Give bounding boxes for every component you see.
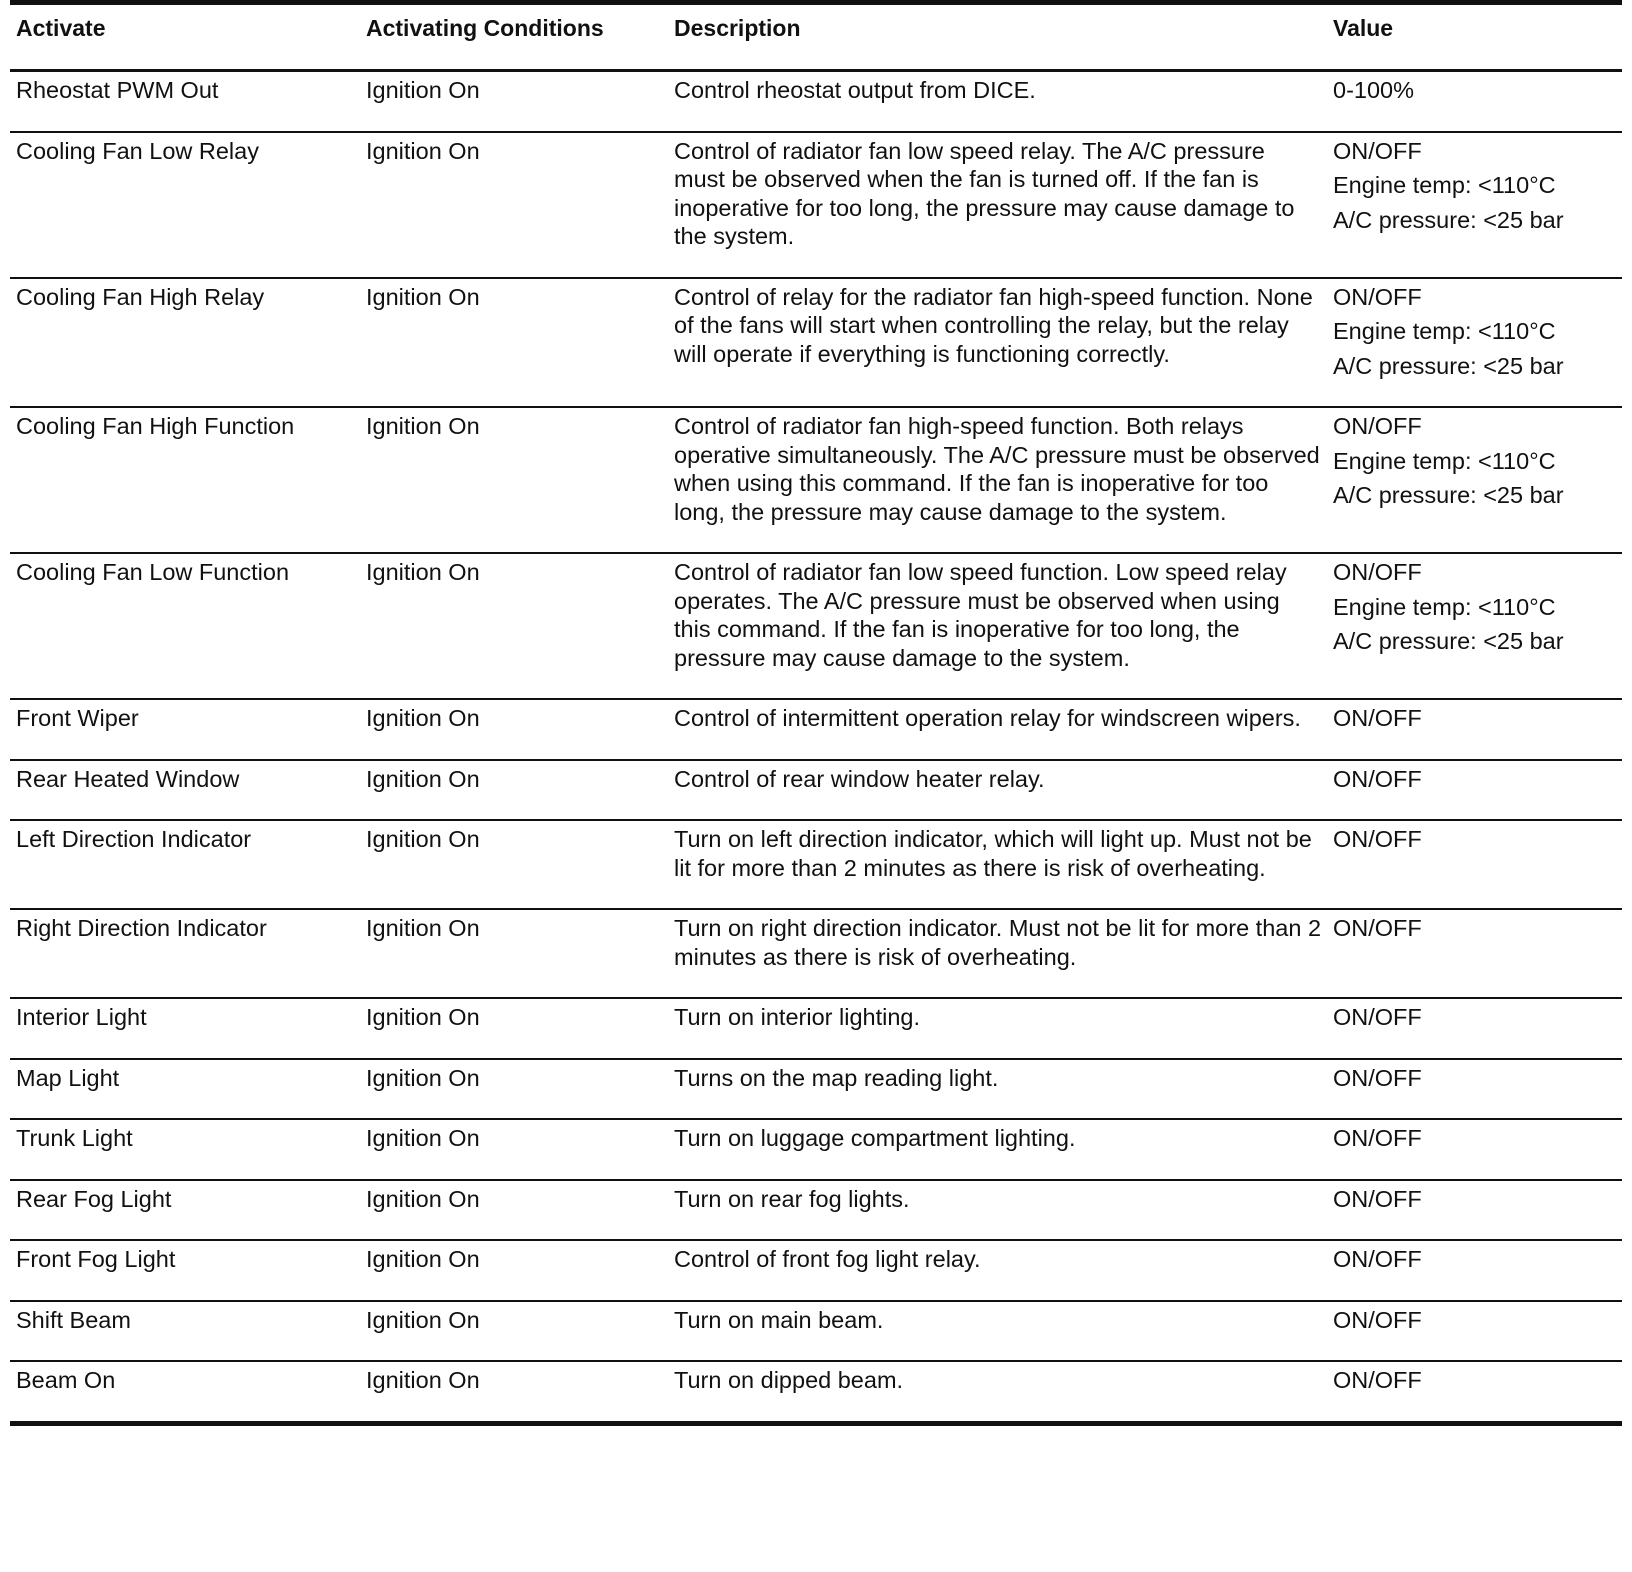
value-line: ON/OFF [1333, 826, 1422, 852]
value-line: ON/OFF [1333, 1064, 1422, 1091]
condition-cell: Ignition On [366, 915, 480, 941]
value-cell [1327, 909, 1622, 998]
description-cell: Turn on main beam. [674, 1306, 884, 1333]
activation-table-sheet [10, 0, 1622, 1426]
value-line: A/C pressure: <25 bar [1333, 206, 1564, 233]
condition-cell: Ignition On [366, 705, 480, 731]
table-row [10, 699, 1622, 760]
activate-cell: Interior Light [16, 1004, 147, 1030]
activate-cell: Cooling Fan Low Relay [16, 137, 259, 164]
value-line: ON/OFF [1333, 283, 1422, 310]
activate-cell: Right Direction Indicator [16, 915, 267, 941]
condition-cell: Ignition On [366, 1064, 480, 1091]
value-cell [1327, 820, 1622, 909]
condition-cell: Ignition On [366, 765, 480, 792]
description-cell: Control of radiator fan low speed function. Low speed relay operates. The A/C pressure must be observed when using this command. If the fan is inoperative for too long, the pressure may cause damage to the system. [674, 559, 1287, 671]
value-line: ON/OFF [1333, 137, 1422, 164]
value-line: ON/OFF [1333, 1004, 1422, 1030]
table-row [10, 820, 1622, 909]
description-cell: Control of relay for the radiator fan high-speed function. None of the fans will start when controlling the relay, but the relay will operate if everything is functioning correctly. [674, 283, 1313, 367]
table-row [10, 909, 1622, 998]
value-cell [1327, 998, 1622, 1059]
value-cell [1327, 407, 1622, 553]
description-cell: Turns on the map reading light. [674, 1064, 999, 1091]
value-cell [1327, 1301, 1622, 1362]
table-row [10, 1361, 1622, 1423]
value-line: ON/OFF [1333, 915, 1422, 941]
description-cell: Turn on rear fog lights. [674, 1185, 910, 1212]
table-row [10, 132, 1622, 278]
table-row [10, 998, 1622, 1059]
description-cell: Control of intermittent operation relay for windscreen wipers. [674, 705, 1301, 731]
value-cell [1327, 553, 1622, 699]
activate-cell: Left Direction Indicator [16, 826, 252, 852]
activate-cell: Map Light [16, 1064, 120, 1091]
value-cell [1327, 760, 1622, 821]
activation-table [10, 0, 1622, 1426]
value-line: A/C pressure: <25 bar [1333, 352, 1564, 379]
value-line: ON/OFF [1333, 1246, 1422, 1272]
description-cell: Turn on right direction indicator. Must not be lit for more than 2 minutes as there is risk of overheating. [674, 915, 1322, 970]
value-line: Engine temp: <110°C [1333, 318, 1556, 344]
table-row [10, 1059, 1622, 1120]
activate-cell: Trunk Light [16, 1125, 133, 1151]
column-header-activating-conditions: Activating Conditions [366, 15, 604, 41]
table-row [10, 1180, 1622, 1241]
activate-cell: Front Fog Light [16, 1246, 176, 1272]
activate-cell: Cooling Fan High Relay [16, 283, 265, 310]
value-cell [1327, 1119, 1622, 1180]
condition-cell: Ignition On [366, 559, 480, 585]
table-row [10, 407, 1622, 553]
value-cell [1327, 132, 1622, 278]
value-line: ON/OFF [1333, 705, 1422, 731]
condition-cell: Ignition On [366, 137, 480, 164]
table-row [10, 1301, 1622, 1362]
column-header-description: Description [674, 15, 801, 41]
description-cell: Turn on dipped beam. [674, 1367, 904, 1393]
value-cell [1327, 699, 1622, 760]
value-line: ON/OFF [1333, 1367, 1422, 1393]
table-row [10, 278, 1622, 408]
activate-cell: Shift Beam [16, 1306, 131, 1333]
description-cell: Control rheostat output from DICE. [674, 77, 1036, 103]
condition-cell: Ignition On [366, 1306, 480, 1333]
table-row [10, 1119, 1622, 1180]
activate-cell: Rear Heated Window [16, 765, 240, 792]
value-line: ON/OFF [1333, 1306, 1422, 1333]
description-cell: Control of radiator fan high-speed function. Both relays operative simultaneously. The A/C pressure must be observed when using this command. If the fan is inoperative for too long, the pressure may cause damage to the system. [674, 413, 1320, 525]
table-row [10, 71, 1622, 132]
activate-cell: Front Wiper [16, 705, 139, 731]
value-line: A/C pressure: <25 bar [1333, 482, 1564, 508]
activate-cell: Rear Fog Light [16, 1185, 172, 1212]
value-cell [1327, 1240, 1622, 1301]
column-header-value: Value [1333, 15, 1394, 41]
value-line: Engine temp: <110°C [1333, 172, 1556, 198]
value-line: ON/OFF [1333, 1125, 1422, 1151]
value-line: Engine temp: <110°C [1333, 447, 1556, 474]
value-cell [1327, 1059, 1622, 1120]
value-cell [1327, 278, 1622, 408]
table-row [10, 553, 1622, 699]
condition-cell: Ignition On [366, 1246, 480, 1272]
value-cell [1327, 71, 1622, 132]
activate-cell: Rheostat PWM Out [16, 77, 219, 103]
condition-cell: Ignition On [366, 1367, 480, 1393]
value-cell [1327, 1361, 1622, 1423]
value-cell [1327, 1180, 1622, 1241]
value-line: ON/OFF [1333, 765, 1422, 792]
header-row [10, 3, 1622, 71]
condition-cell: Ignition On [366, 826, 480, 852]
value-line: ON/OFF [1333, 413, 1422, 439]
description-cell: Control of rear window heater relay. [674, 765, 1045, 792]
description-cell: Turn on luggage compartment lighting. [674, 1125, 1076, 1151]
condition-cell: Ignition On [366, 1185, 480, 1212]
description-cell: Control of radiator fan low speed relay. The A/C pressure must be observed when the fan is turned off. If the fan is inoperative for too long, the pressure may cause damage to the system. [674, 137, 1295, 249]
value-line: ON/OFF [1333, 1185, 1422, 1212]
value-line: 0-100% [1333, 77, 1414, 103]
value-line: A/C pressure: <25 bar [1333, 628, 1564, 654]
description-cell: Turn on interior lighting. [674, 1004, 921, 1030]
activate-cell: Cooling Fan Low Function [16, 559, 290, 585]
condition-cell: Ignition On [366, 77, 480, 103]
value-line: ON/OFF [1333, 559, 1422, 585]
activate-cell: Cooling Fan High Function [16, 413, 295, 439]
condition-cell: Ignition On [366, 1004, 480, 1030]
activate-cell: Beam On [16, 1367, 116, 1393]
column-header-activate: Activate [16, 15, 106, 41]
table-body [10, 71, 1622, 1424]
condition-cell: Ignition On [366, 413, 480, 439]
description-cell: Control of front fog light relay. [674, 1246, 981, 1272]
value-line: Engine temp: <110°C [1333, 593, 1556, 620]
description-cell: Turn on left direction indicator, which will light up. Must not be lit for more than 2 minutes as there is risk of overheating. [674, 826, 1312, 881]
condition-cell: Ignition On [366, 1125, 480, 1151]
table-row [10, 1240, 1622, 1301]
table-row [10, 760, 1622, 821]
condition-cell: Ignition On [366, 283, 480, 310]
